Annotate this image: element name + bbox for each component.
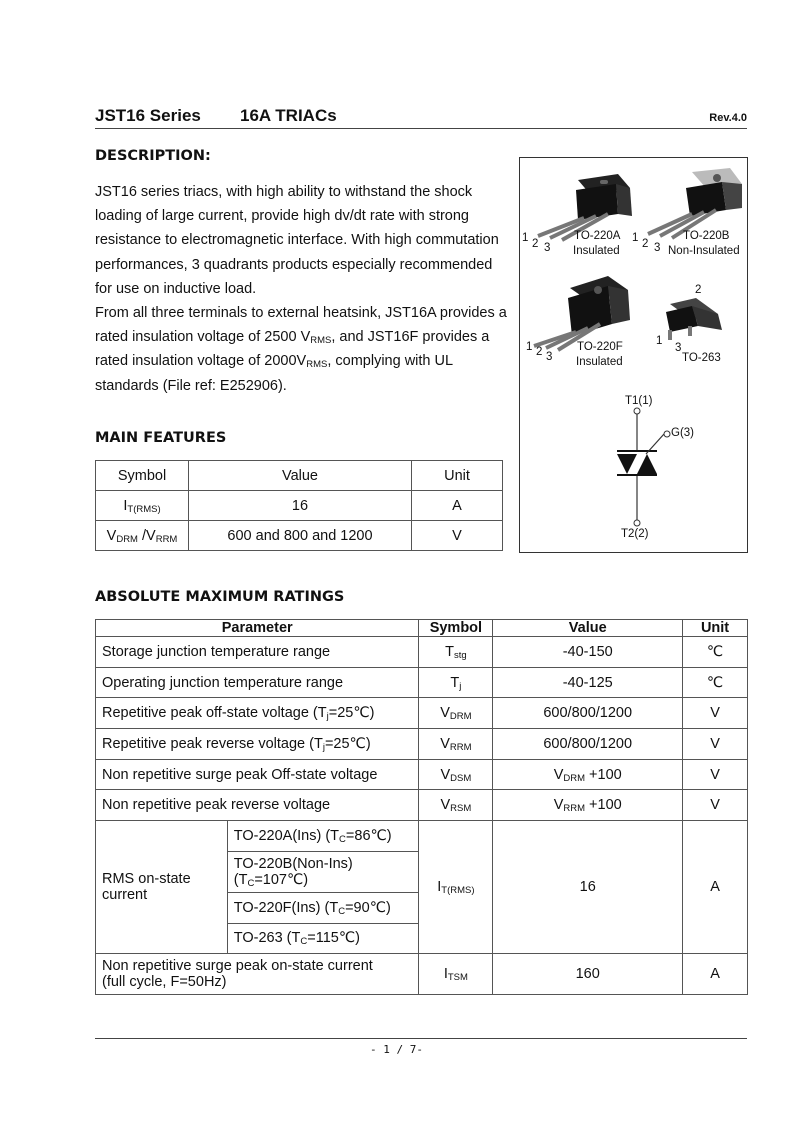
unit-cell: V: [683, 759, 748, 790]
table-row: [96, 954, 748, 995]
to220f-package-drawing: [534, 276, 630, 350]
cond-text: TO-220F(Ins) (T: [233, 899, 339, 916]
features-heading: MAIN FEATURES: [95, 430, 227, 446]
param-cell: RMS on-state current: [96, 821, 228, 954]
sym-text: V: [440, 705, 450, 722]
param-cell: Non repetitive peak reverse voltage: [96, 790, 419, 821]
cond-text: TO-220A(Ins) (T: [233, 827, 340, 844]
to220b-note: Non-Insulated: [668, 245, 740, 257]
val-text: +100: [585, 797, 622, 814]
sym-text: /V: [137, 527, 156, 544]
symbol-cell: [419, 729, 493, 760]
unit-cell: V: [683, 729, 748, 760]
condition-cell: [227, 923, 419, 954]
t2-label: T2(2): [621, 528, 649, 540]
val-text: +100: [585, 766, 622, 783]
revision-label: Rev.4.0: [709, 112, 747, 124]
symbol-cell: [419, 790, 493, 821]
desc-text: , complying with UL standards (File ref: E252906).: [95, 353, 453, 394]
param-text: Repetitive peak off-state voltage (T: [102, 705, 327, 722]
unit-cell: A: [412, 491, 503, 521]
desc-text: From all three terminals to external heatsink, JST16A provides a rated insulation voltage of 2500 V: [95, 305, 507, 346]
condition-cell: [227, 821, 419, 852]
page-number: - 1 / 7-: [370, 1043, 423, 1056]
to220a-note: Insulated: [573, 245, 620, 257]
sym-text: V: [106, 527, 117, 544]
param-cell: Storage junction temperature range: [96, 637, 419, 668]
cond-sub: C: [338, 905, 346, 917]
table-row: [96, 790, 748, 821]
cond-text: (T: [233, 871, 248, 888]
cond-text: TO-220B(Non-Ins): [233, 855, 353, 872]
val-sub: DRM: [563, 772, 586, 784]
sym-text: V: [440, 766, 451, 783]
table-row: [96, 698, 748, 729]
table-row: [96, 521, 503, 551]
sym-sub: T(RMS): [441, 885, 475, 897]
param-text: Non repetitive surge peak on-state current: [102, 958, 373, 975]
value-cell: -40-125: [493, 667, 683, 698]
pin-label: 1: [522, 232, 529, 244]
symbol-cell: [419, 698, 493, 729]
desc-sub: RMS: [310, 335, 332, 347]
cond-sub: C: [339, 833, 346, 845]
sym-sub: j: [459, 680, 462, 692]
sym-text: T: [450, 674, 460, 691]
pin-label: 2: [536, 346, 543, 358]
unit-cell: ℃: [683, 667, 748, 698]
header-cell: Unit: [683, 620, 748, 637]
val-sub: RRM: [563, 803, 586, 815]
description-para-1: JST16 series triacs, with high ability to withstand the shock loading of large current, provide high dv/dt rate with strong resistance to electromagnetic interface. With high commutation performances, 3 quadrants products especially recommended for use on inductive load.: [95, 184, 499, 297]
cond-sub: C: [247, 877, 255, 889]
series-title: JST16 Series: [95, 106, 201, 125]
value-cell: 160: [493, 954, 683, 995]
features-table: [95, 460, 503, 551]
param-text: (full cycle, F=50Hz): [102, 974, 227, 991]
header-cell: Parameter: [96, 620, 419, 637]
to263-name: TO-263: [682, 352, 721, 364]
sym-text: V: [440, 797, 451, 814]
unit-cell: A: [683, 821, 748, 954]
header-cell: Symbol: [419, 620, 493, 637]
package-figure: [519, 157, 748, 553]
symbol-cell: [419, 667, 493, 698]
desc-sub: RMS: [306, 359, 328, 371]
sym-sub: DRM: [449, 711, 472, 723]
unit-cell: ℃: [683, 637, 748, 668]
table-row: [96, 491, 503, 521]
header-cell: Value: [493, 620, 683, 637]
symbol-cell: [419, 954, 493, 995]
sym-sub: T(RMS): [127, 503, 161, 515]
gate-label: G(3): [671, 427, 694, 439]
symbol-cell: [96, 521, 189, 551]
param-text: =25℃): [328, 705, 375, 722]
ratings-table: [95, 619, 748, 995]
param-sub: j: [322, 741, 325, 753]
pin-label: 3: [654, 242, 661, 254]
header-cell: Value: [189, 461, 412, 491]
sym-text: I: [437, 879, 442, 896]
sym-sub: TSM: [447, 972, 468, 984]
cond-text: =115℃): [307, 930, 360, 947]
header-cell: Symbol: [96, 461, 189, 491]
pin-label: 1: [632, 232, 639, 244]
sym-sub: DRM: [116, 533, 138, 545]
triac-symbol: [617, 408, 670, 526]
sym-text: V: [440, 735, 450, 752]
sym-sub: stg: [453, 649, 467, 661]
sym-text: T: [445, 643, 454, 660]
product-title: 16A TRIACs: [240, 106, 337, 125]
value-cell: [493, 759, 683, 790]
value-cell: 16: [189, 491, 412, 521]
value-cell: 600/800/1200: [493, 698, 683, 729]
pin-label: 2: [532, 238, 539, 250]
sym-sub: DSM: [450, 772, 472, 784]
to220b-package-drawing: [648, 168, 742, 238]
value-cell: 16: [493, 821, 683, 954]
table-row: [96, 461, 503, 491]
header-rule: [95, 128, 747, 129]
param-cell: [96, 954, 419, 995]
value-cell: [493, 790, 683, 821]
sym-sub: RRM: [155, 533, 178, 545]
symbol-cell: [419, 759, 493, 790]
sym-text: I: [123, 497, 128, 514]
to263-package-drawing: [666, 298, 722, 340]
table-row: [96, 729, 748, 760]
table-row: [96, 620, 748, 637]
cond-sub: C: [300, 936, 308, 948]
to220f-note: Insulated: [576, 356, 623, 368]
param-sub: j: [326, 711, 329, 723]
pin-label: 1: [656, 335, 663, 347]
footer-rule: [95, 1038, 747, 1039]
param-cell: [96, 729, 419, 760]
value-cell: 600 and 800 and 1200: [189, 521, 412, 551]
unit-cell: V: [683, 790, 748, 821]
condition-cell: [227, 851, 419, 892]
cond-text: =86℃): [345, 827, 392, 844]
table-row: [96, 821, 748, 852]
pin-label: 3: [544, 242, 551, 254]
description-text: [95, 180, 510, 398]
pin-label: 2: [642, 238, 649, 250]
desc-text: , and JST16F provides a rated insulation voltage of 2000V: [95, 329, 490, 370]
pin-label: 3: [546, 351, 553, 363]
symbol-cell: [419, 637, 493, 668]
header-cell: Unit: [412, 461, 503, 491]
table-row: [96, 667, 748, 698]
cond-text: TO-263 (T: [233, 930, 301, 947]
val-text: V: [553, 797, 564, 814]
to220b-name: TO-220B: [683, 230, 730, 242]
param-text: Repetitive peak reverse voltage (T: [102, 735, 323, 752]
param-cell: [96, 698, 419, 729]
param-cell: Non repetitive surge peak Off-state voltage: [96, 759, 419, 790]
value-cell: 600/800/1200: [493, 729, 683, 760]
t1-label: T1(1): [625, 395, 653, 407]
table-row: [96, 637, 748, 668]
unit-cell: A: [683, 954, 748, 995]
to220a-name: TO-220A: [574, 230, 621, 242]
sym-text: I: [443, 966, 448, 983]
sym-sub: RSM: [450, 803, 472, 815]
value-cell: -40-150: [493, 637, 683, 668]
table-row: [96, 759, 748, 790]
val-text: V: [553, 766, 564, 783]
pin-label: 2: [695, 284, 702, 296]
ratings-heading: ABSOLUTE MAXIMUM RATINGS: [95, 589, 345, 605]
symbol-cell: [419, 821, 493, 954]
cond-text: =107℃): [254, 871, 309, 888]
symbol-cell: [96, 491, 189, 521]
description-para-2: [95, 301, 510, 398]
unit-cell: V: [683, 698, 748, 729]
param-text: =25℃): [324, 735, 371, 752]
condition-cell: [227, 892, 419, 923]
cond-text: =90℃): [345, 899, 391, 916]
pin-label: 3: [675, 342, 682, 354]
description-heading: DESCRIPTION:: [95, 148, 211, 164]
param-cell: Operating junction temperature range: [96, 667, 419, 698]
pin-label: 1: [526, 341, 533, 353]
unit-cell: V: [412, 521, 503, 551]
to220f-name: TO-220F: [577, 341, 623, 353]
sym-sub: RRM: [449, 741, 472, 753]
